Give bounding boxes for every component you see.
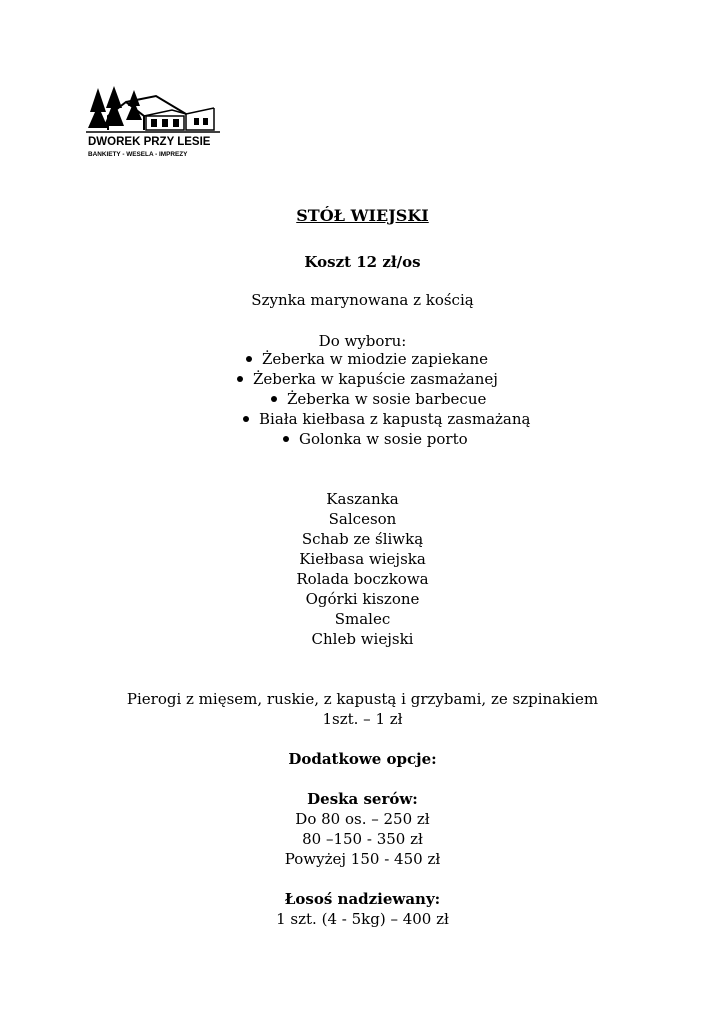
cheese-title: Deska serów: [307, 790, 418, 808]
options-title: Dodatkowe opcje: [288, 750, 437, 768]
choice-label: Do wyboru: [318, 332, 407, 350]
list-item: Rolada boczkowa [296, 570, 429, 588]
choice-text: Golonka w sosie porto [299, 430, 468, 448]
logo [86, 86, 220, 162]
menu-title: STÓŁ WIEJSKI [296, 206, 429, 225]
house-trees-logo-icon [86, 86, 220, 136]
choice-item [237, 369, 498, 389]
choice-item [271, 389, 486, 409]
bullet-icon [237, 376, 243, 382]
pierogi-price: 1szt. – 1 zł [322, 710, 403, 728]
bullet-icon [271, 396, 277, 402]
cheese-price: 80 –150 - 350 zł [302, 830, 423, 848]
choice-text: Żeberka w kapuście zasmażanej [253, 370, 498, 388]
salmon-price: 1 szt. (4 - 5kg) – 400 zł [276, 910, 449, 928]
list-item: Salceson [328, 510, 397, 528]
price: Koszt 12 zł/os [304, 253, 421, 271]
choice-text: Żeberka w sosie barbecue [287, 390, 487, 408]
bullet-icon [283, 436, 289, 442]
choice-text: Biała kiełbasa z kapustą zasmażaną [259, 410, 531, 428]
list-item: Smalec [334, 610, 391, 628]
logo-title: DWOREK PRZY LESIE [88, 136, 211, 148]
bullet-icon [243, 416, 249, 422]
list-item: Kiełbasa wiejska [299, 550, 426, 568]
list-item: Ogórki kiszone [305, 590, 420, 608]
list-item: Chleb wiejski [311, 630, 414, 648]
choice-item [246, 349, 488, 369]
choice-item [283, 429, 468, 449]
choice-item [243, 409, 530, 429]
logo-subtitle: BANKIETY - WESELA - IMPREZY [88, 151, 188, 158]
choice-text: Żeberka w miodzie zapiekane [262, 350, 489, 368]
pierogi-text: Pierogi z mięsem, ruskie, z kapustą i grzybami, ze szpinakiem [126, 690, 599, 708]
main-item: Szynka marynowana z kością [251, 291, 474, 309]
bullet-icon [246, 356, 252, 362]
list-item: Schab ze śliwką [301, 530, 424, 548]
list-item: Kaszanka [326, 490, 399, 508]
cheese-price: Do 80 os. – 250 zł [295, 810, 430, 828]
salmon-title: Łosoś nadziewany: [284, 890, 441, 908]
cheese-price: Powyżej 150 - 450 zł [284, 850, 441, 868]
